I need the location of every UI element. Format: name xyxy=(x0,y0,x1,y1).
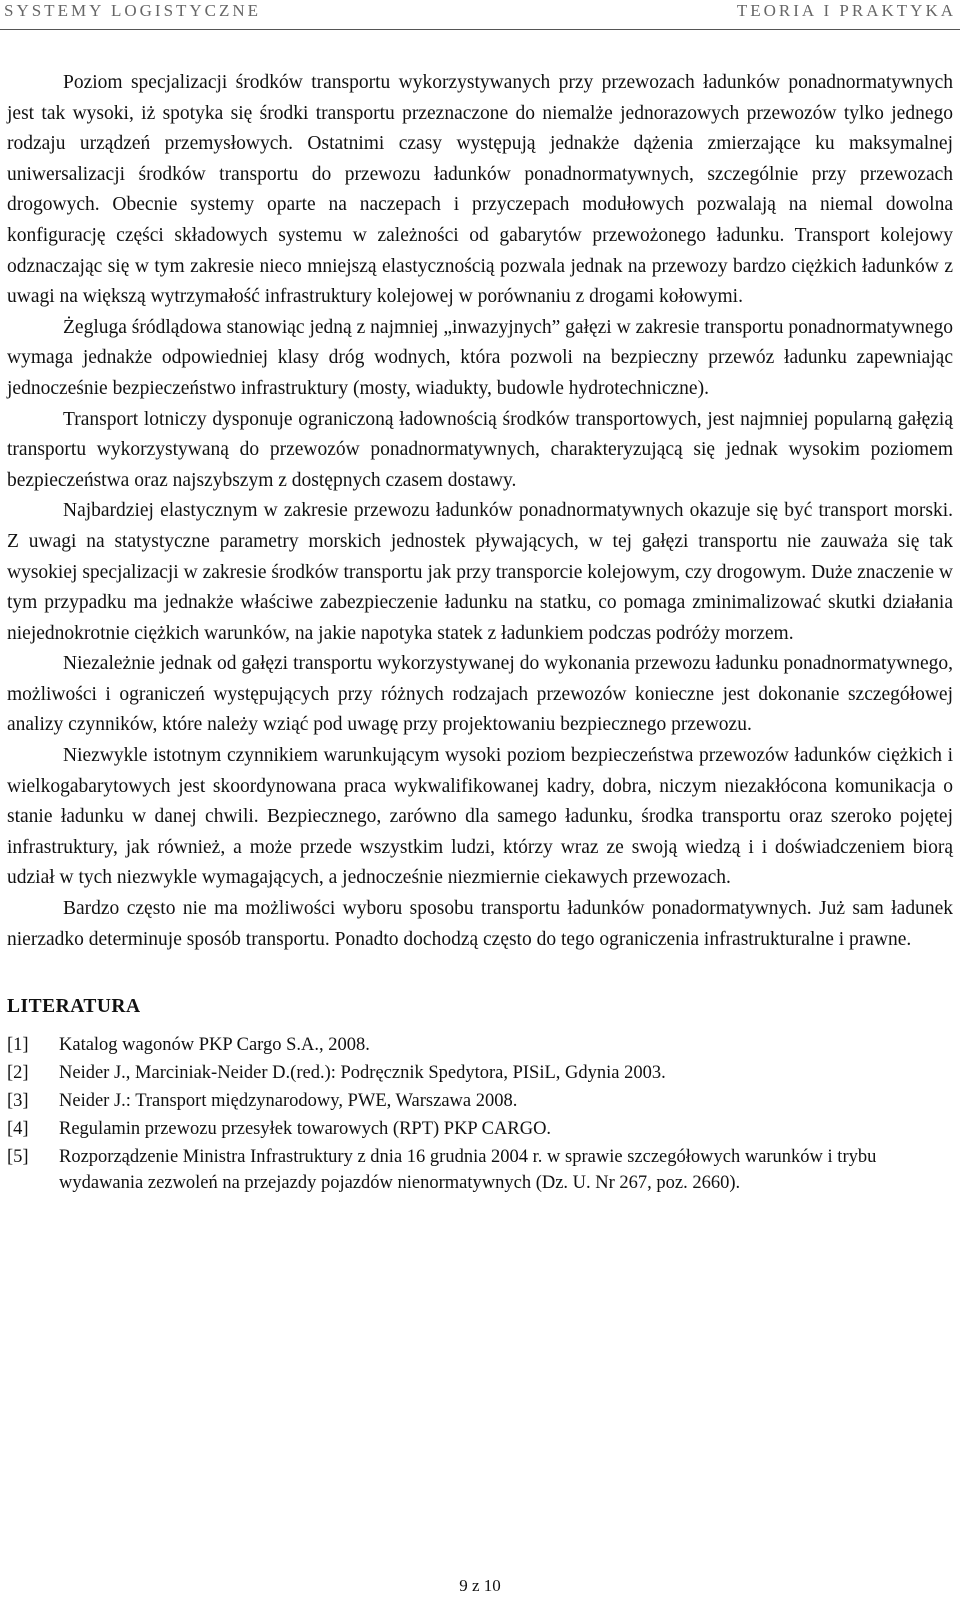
reference-number: [5] xyxy=(7,1147,29,1168)
paragraph-7: Bardzo często nie ma możliwości wyboru sposobu transportu ładunków ponadormatywnych. Już sam ładunek nierzadko determinuje sposób transportu. Ponadto dochodzą często do tego ograniczenia infrastrukturalne i prawne. xyxy=(7,898,953,950)
reference-number: [2] xyxy=(7,1063,29,1084)
reference-number: [3] xyxy=(7,1091,29,1112)
paragraph-6: Niezwykle istotnym czynnikiem warunkującym wysoki poziom bezpieczeństwa przewozów ładunków ciężkich i wielkogabarytowych jest skoordynowana praca wykwalifikowanej kadry, dobra, niczym niezakłócona komunikacja o stanie ładunku w danej chwili. Bezpiecznego, zarówno dla samego ładunku, środka transportu oraz szeroko pojętej infrastruktury, jak również, a może przede wszystkim ludzi, którzy wraz ze swoją wiedzą i i doświadczeniem biorą udział w tych niezwykle wymagających, a jednocześnie niezmiernie ciekawych przewozach. xyxy=(7,745,953,889)
reference-text: Katalog wagonów PKP Cargo S.A., 2008. xyxy=(59,1035,370,1056)
paragraph-2: Żegluga śródlądowa stanowiąc jedną z najmniej „inwazyjnych” gałęzi w zakresie transportu ponadnormatywnego wymaga jednakże odpowiedniej klasy dróg wodnych, która pozwoli na bezpieczny przewóz ładunku zapewniając jednocześnie bezpieczeństwo infrastruktury (mosty, wiadukty, budowle hydrotechniczne). xyxy=(7,316,953,399)
paragraph-3: Transport lotniczy dysponuje ograniczoną ładownością środków transportowych, jest najmniej popularną gałęzią transportu wykorzystywaną do przewozów ponadnormatywnych, charakteryzującą się jednak wysokim poziomem bezpieczeństwa oraz najszybszym z dostępnych czasem dostawy. xyxy=(7,408,953,491)
running-header xyxy=(0,0,960,30)
paragraph-1: Poziom specjalizacji środków transportu wykorzystywanych przy przewozach ładunków ponadnormatywnych jest tak wysoki, iż spotyka się środki transportu przeznaczone do niemalże jednorazowych przewozów tylko jednego rodzaju urządzeń przemysłowych. Ostatnimi czasy występują jednakże dążenia zmierzające ku maksymalnej uniwersalizacji środków transportu do przewozu ładunków ponadnormatywnych, szczególnie przy przewozach drogowych. Obecnie systemy oparte na naczepach i przyczepach modułowych pozwalają na niemal dowolna konfigurację części składowych systemu w zależności od gabarytów przewożonego ładunku. Transport kolejowy odznaczając się w tym zakresie nieco mniejszą elastycznością pozwala jednak na przewozy bardzo ciężkich ładunków z uwagi na większą wytrzymałość infrastruktury kolejowej w porównaniu z drogami kołowymi. xyxy=(7,72,953,308)
reference-number: [1] xyxy=(7,1035,29,1056)
reference-text: Neider J., Marciniak-Neider D.(red.): Podręcznik Spedytora, PISiL, Gdynia 2003. xyxy=(59,1063,666,1084)
reference-item xyxy=(7,1088,953,1114)
literature-heading: LITERATURA xyxy=(7,996,141,1018)
reference-text: Regulamin przewozu przesyłek towarowych (RPT) PKP CARGO. xyxy=(59,1119,552,1140)
page-number: 9 z 10 xyxy=(459,1576,501,1595)
journal-title: SYSTEMY LOGISTYCZNE xyxy=(4,1,262,20)
reference-text: Neider J.: Transport międzynarodowy, PWE, Warszawa 2008. xyxy=(59,1091,518,1112)
journal-subtitle: TEORIA I PRAKTYKA xyxy=(736,1,956,20)
reference-text: Rozporządzenie Ministra Infrastruktury z dnia 16 grudnia 2004 r. w sprawie szczegółowych warunków i trybu wydawania zezwoleń na przejazdy pojazdów nienormatywnych (Dz. U. Nr 267, poz. 2660). xyxy=(59,1147,877,1194)
paragraph-5: Niezależnie jednak od gałęzi transportu wykorzystywanej do wykonania przewozu ładunku ponadnormatywnego, możliwości i ograniczeń występujących przy różnych rodzajach przewozów konieczne jest dokonanie szczegółowej analizy czynników, które należy wziąć pod uwagę przy projektowaniu bezpiecznego przewozu. xyxy=(7,653,953,736)
reference-item xyxy=(7,1116,953,1142)
paragraph-4: Najbardziej elastycznym w zakresie przewozu ładunków ponadnormatywnych okazuje się być transport morski. Z uwagi na statystyczne parametry morskich jednostek pływających, w tej gałęzi transportu nie zauważa się tak wysokiej specjalizacji w zakresie środków transportu jak przy transporcie kolejowym, czy drogowym. Duże znaczenie w tym przypadku ma jednakże właściwe zabezpieczenie ładunku na statku, co pomaga zminimalizować skutki działania niejednokrotnie ciężkich warunków, na jakie napotyka statek z ładunkiem podczas podróży morzem. xyxy=(7,500,953,644)
reference-item xyxy=(7,1144,953,1196)
reference-item xyxy=(7,1032,953,1058)
reference-number: [4] xyxy=(7,1119,29,1140)
reference-item xyxy=(7,1060,953,1086)
article-body xyxy=(7,68,953,1198)
reference-list xyxy=(7,1032,953,1196)
